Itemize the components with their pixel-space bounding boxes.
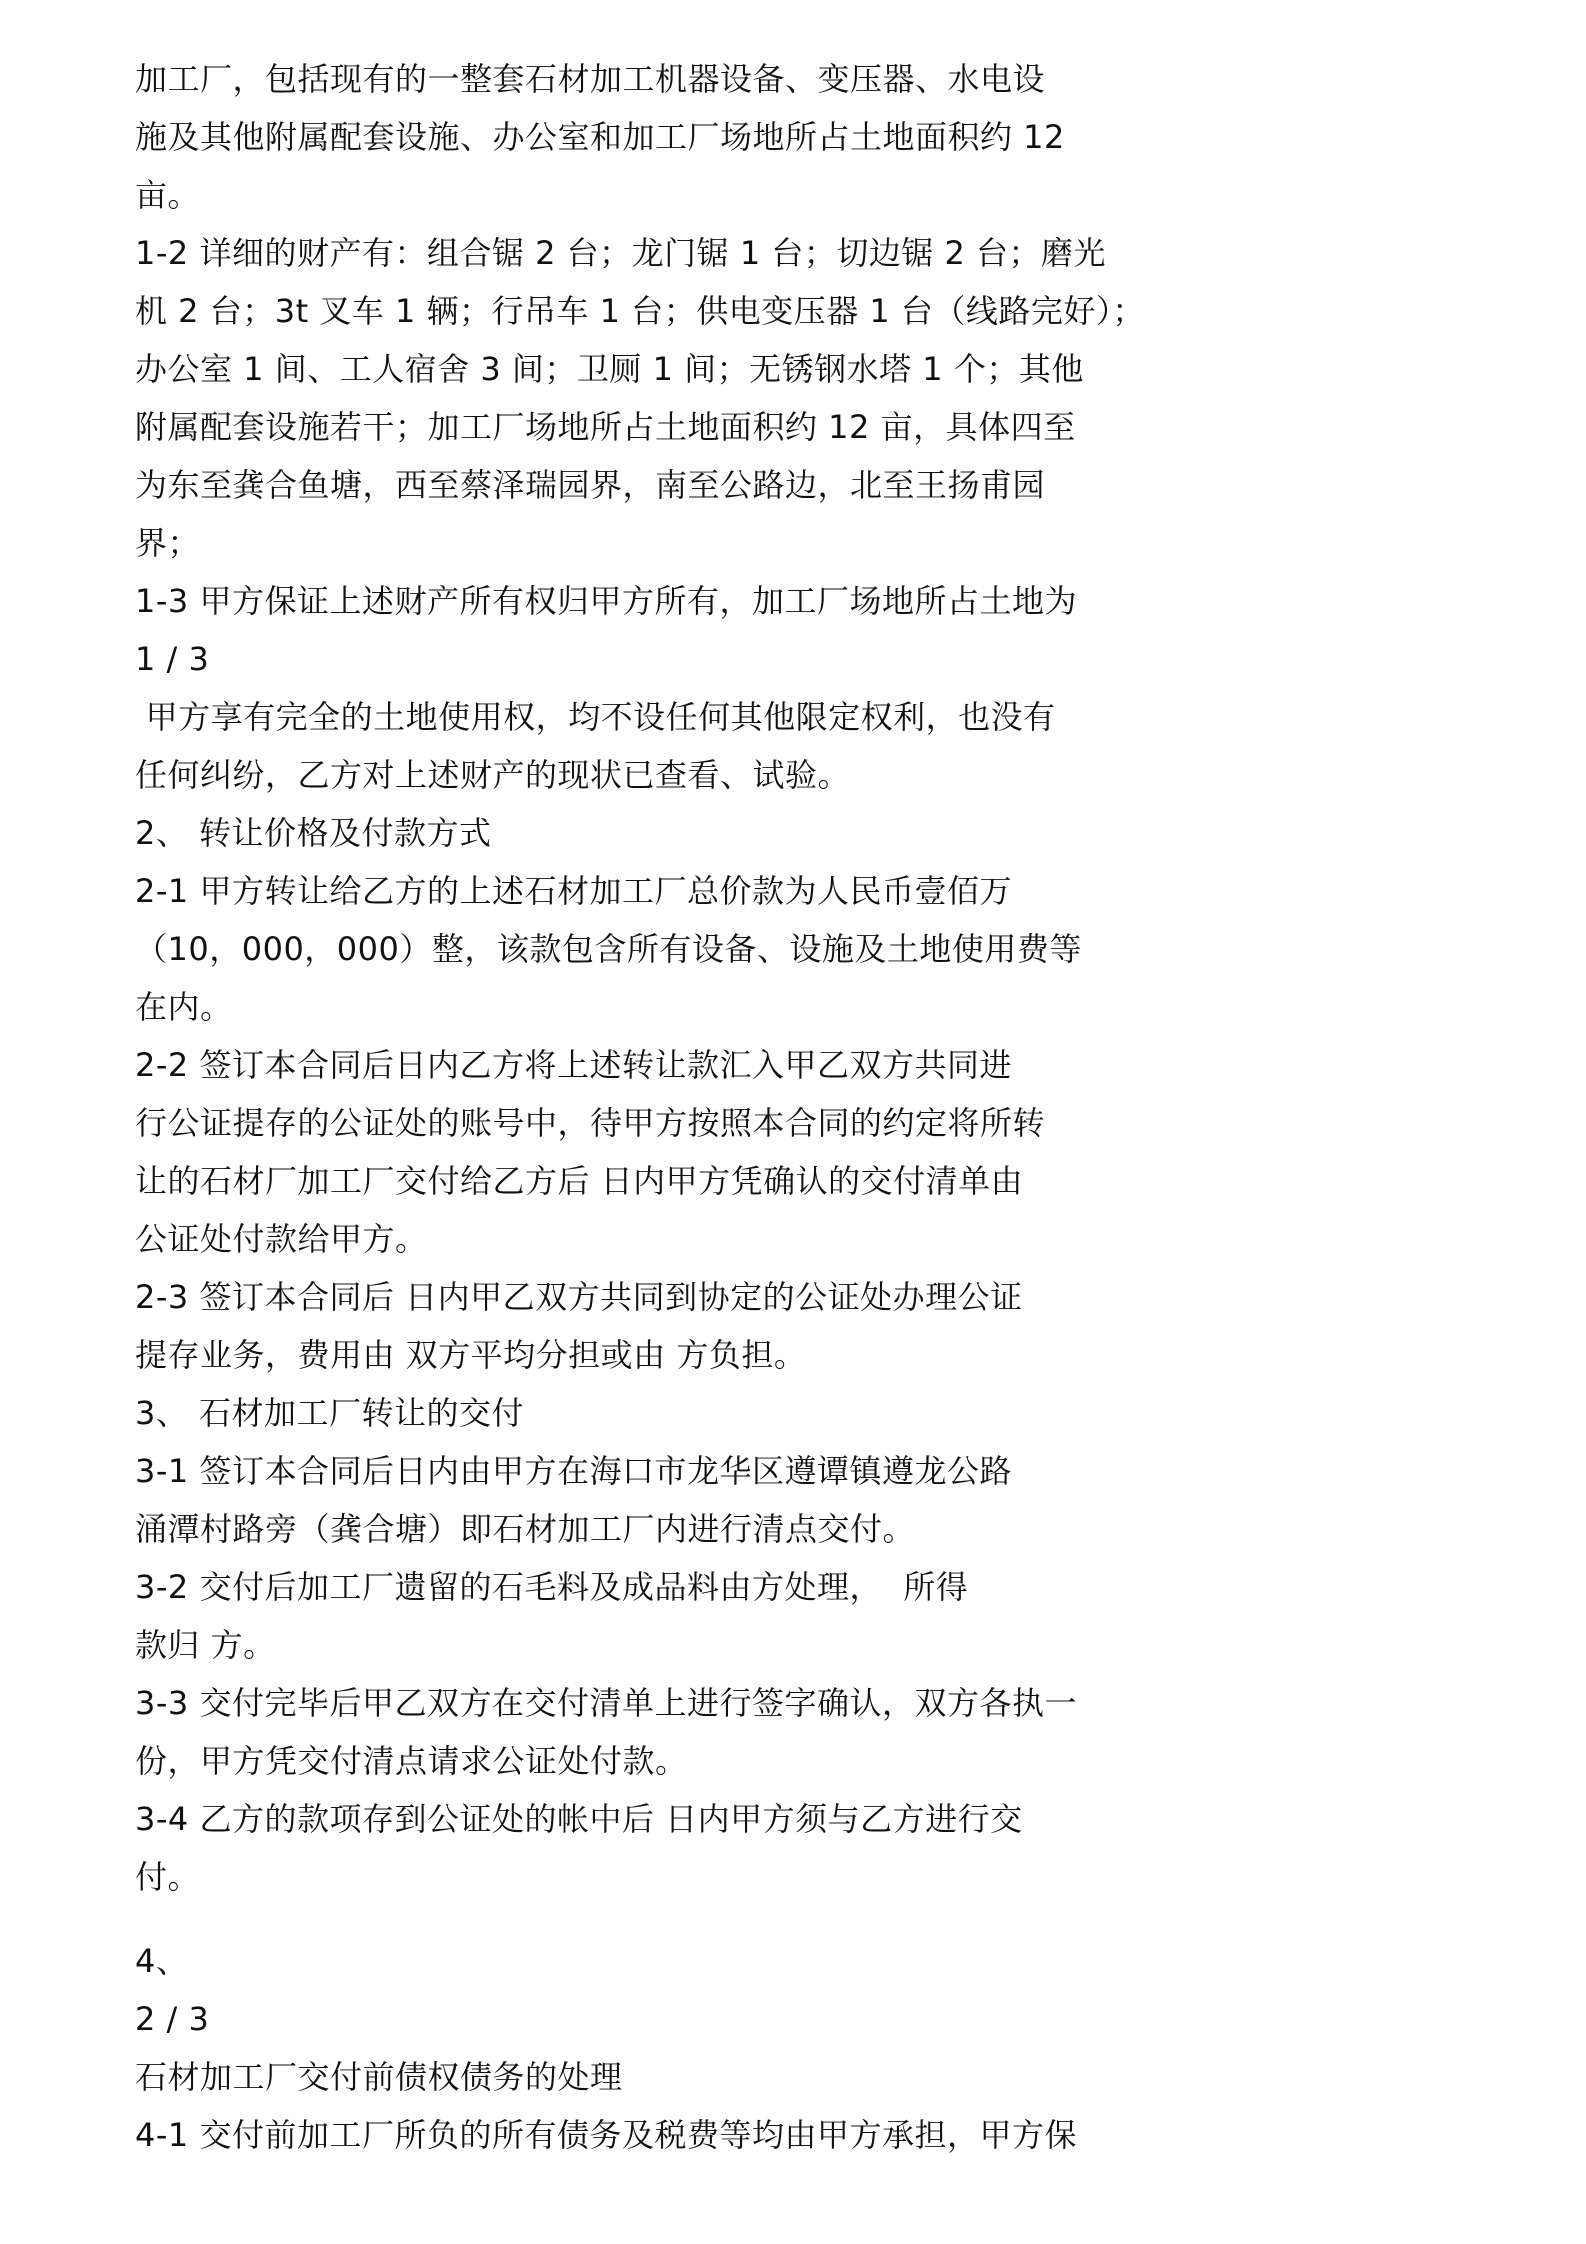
page-number: 2 / 3 bbox=[135, 2000, 210, 2038]
gap bbox=[135, 1906, 1135, 1932]
section-heading: 4、 bbox=[135, 1942, 189, 1980]
text-line: 提存业务，费用由 双方平均分担或由 方负担。 bbox=[135, 1336, 807, 1374]
text-line: 为东至龚合鱼塘，西至蔡泽瑞园界，南至公路边，北至王扬甫园 bbox=[135, 466, 1046, 504]
page-number: 1 / 3 bbox=[135, 640, 210, 678]
text-line: 3-1 签订本合同后日内由甲方在海口市龙华区遵谭镇遵龙公路 bbox=[135, 1452, 1012, 1490]
text-line: 甲方享有完全的土地使用权，均不设任何其他限定权利，也没有 bbox=[135, 698, 1056, 736]
section-heading: 3、 石材加工厂转让的交付 bbox=[135, 1394, 525, 1432]
document-body bbox=[135, 50, 1145, 2164]
text-line: 在内。 bbox=[135, 988, 233, 1026]
text-line: 2-1 甲方转让给乙方的上述石材加工厂总价款为人民币壹佰万 bbox=[135, 872, 1012, 910]
text-line: 涌潭村路旁（龚合塘）即石材加工厂内进行清点交付。 bbox=[135, 1510, 916, 1548]
text-line: 办公室 1 间、工人宿舍 3 间；卫厕 1 间；无锈钢水塔 1 个；其他 bbox=[135, 350, 1084, 388]
text-line: 施及其他附属配套设施、办公室和加工厂场地所占土地面积约 12 bbox=[135, 118, 1065, 156]
text-line: 3-4 乙方的款项存到公证处的帐中后 日内甲方须与乙方进行交 bbox=[135, 1800, 1023, 1838]
section-heading: 石材加工厂交付前债权债务的处理 bbox=[135, 2058, 623, 2096]
text-line: 行公证提存的公证处的账号中，待甲方按照本合同的约定将所转 bbox=[135, 1104, 1046, 1142]
section-heading: 2、 转让价格及付款方式 bbox=[135, 814, 492, 852]
text-line: 2-2 签订本合同后日内乙方将上述转让款汇入甲乙双方共同进 bbox=[135, 1046, 1012, 1084]
text-line: 附属配套设施若干；加工厂场地所占土地面积约 12 亩，具体四至 bbox=[135, 408, 1076, 446]
text-line: 3-2 交付后加工厂遗留的石毛料及成品料由方处理， 所得 bbox=[135, 1568, 969, 1606]
text-line: 1-3 甲方保证上述财产所有权归甲方所有，加工厂场地所占土地为 bbox=[135, 582, 1077, 620]
text-line: 加工厂，包括现有的一整套石材加工机器设备、变压器、水电设 bbox=[135, 60, 1046, 98]
text-line: 份，甲方凭交付清点请求公证处付款。 bbox=[135, 1742, 688, 1780]
text-line: 机 2 台；3t 叉车 1 辆；行吊车 1 台；供电变压器 1 台（线路完好）； bbox=[135, 292, 1145, 330]
text-line: 款归 方。 bbox=[135, 1626, 276, 1664]
text-line: 4-1 交付前加工厂所负的所有债务及税费等均由甲方承担，甲方保 bbox=[135, 2116, 1077, 2154]
text-line: 公证处付款给甲方。 bbox=[135, 1220, 428, 1258]
text-line: 界； bbox=[135, 524, 201, 562]
text-line: 2-3 签订本合同后 日内甲乙双方共同到协定的公证处办理公证 bbox=[135, 1278, 1023, 1316]
text-line: 3-3 交付完毕后甲乙双方在交付清单上进行签字确认，双方各执一 bbox=[135, 1684, 1077, 1722]
text-line: （10，000，000）整，该款包含所有设备、设施及土地使用费等 bbox=[135, 930, 1082, 968]
text-line: 付。 bbox=[135, 1858, 201, 1896]
text-line: 任何纠纷，乙方对上述财产的现状已查看、试验。 bbox=[135, 756, 851, 794]
text-line: 1-2 详细的财产有：组合锯 2 台；龙门锯 1 台；切边锯 2 台；磨光 bbox=[135, 234, 1107, 272]
text-line: 让的石材厂加工厂交付给乙方后 日内甲方凭确认的交付清单由 bbox=[135, 1162, 1024, 1200]
text-line: 亩。 bbox=[135, 176, 201, 214]
